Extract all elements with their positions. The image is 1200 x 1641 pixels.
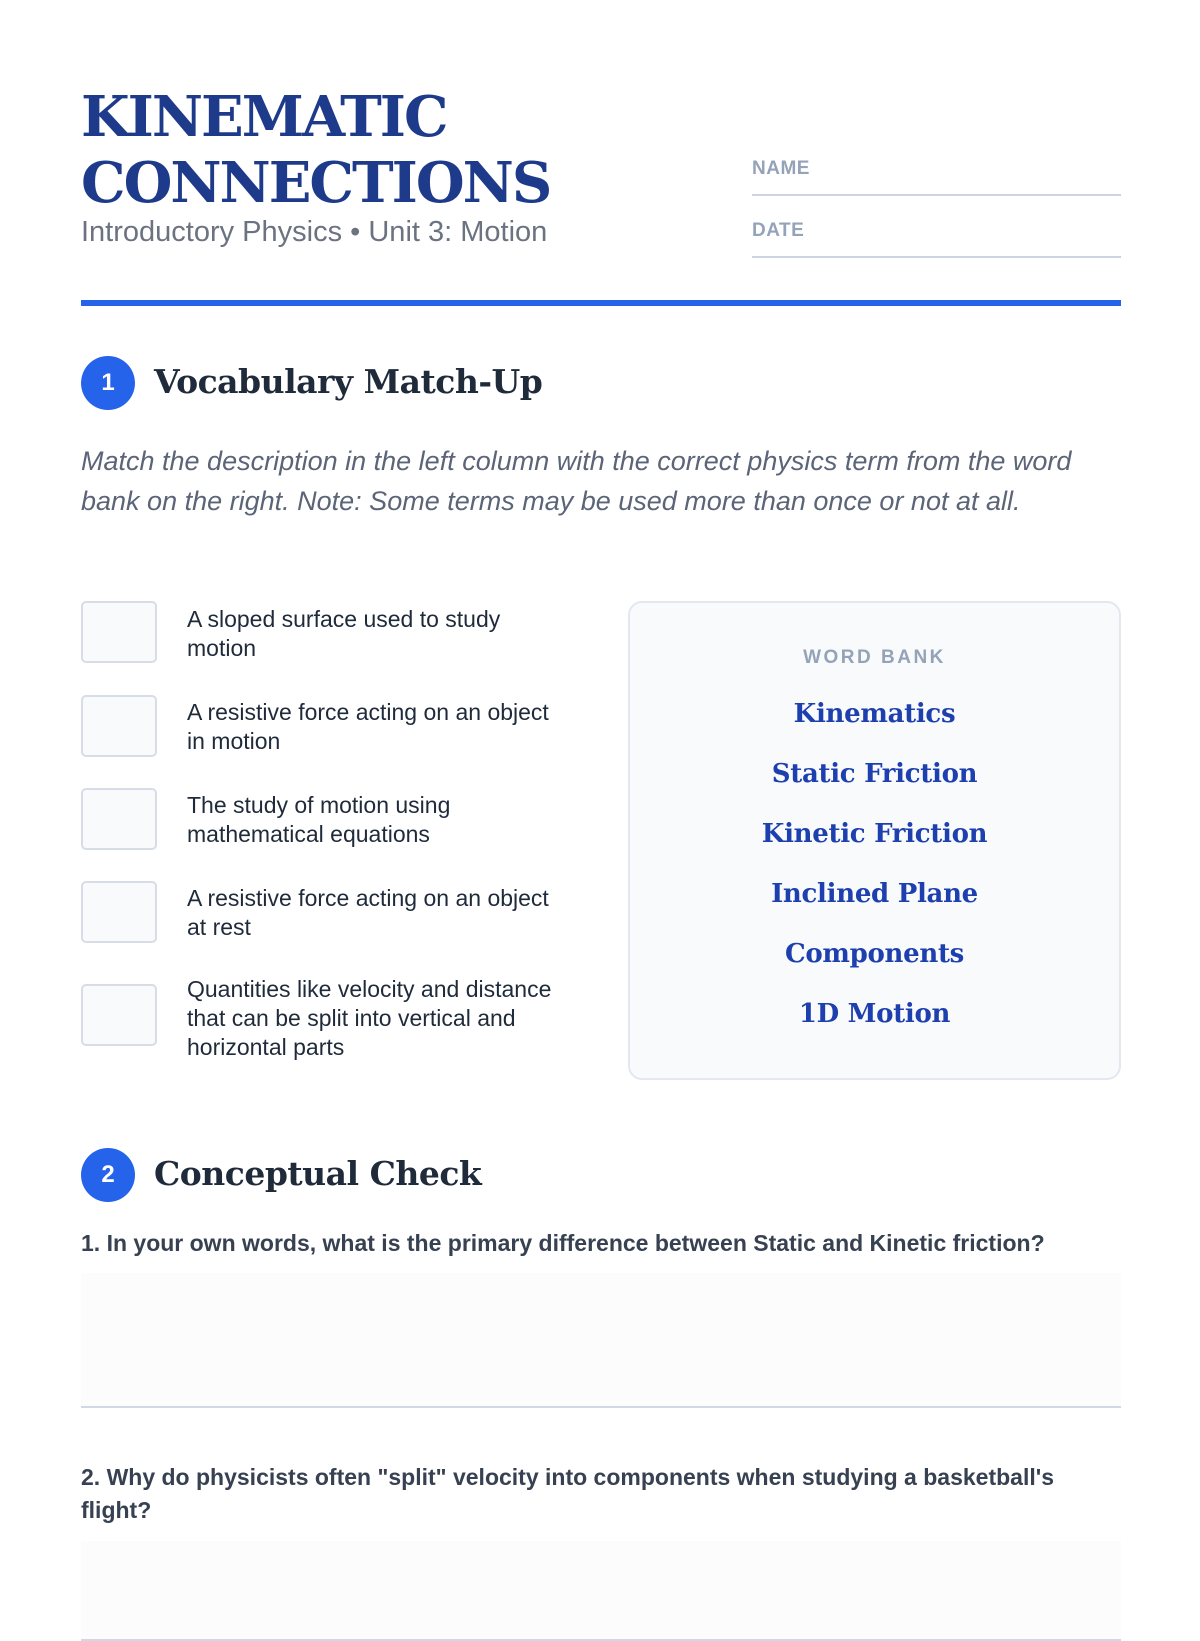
section-2-heading — [81, 1148, 1121, 1202]
match-description: Quantities like velocity and distance that can be split into vertical and horizontal parts — [187, 976, 552, 1060]
question-1-answer-area[interactable] — [81, 1273, 1121, 1408]
date-field[interactable] — [752, 217, 1121, 258]
name-field[interactable] — [752, 155, 1121, 196]
match-answer-box[interactable] — [81, 788, 157, 850]
question-1: 1. In your own words, what is the primary difference between Static and Kinetic friction? — [81, 1230, 1045, 1256]
match-description: The study of motion using mathematical equations — [187, 792, 451, 847]
word-bank-term: Static Friction — [771, 759, 978, 789]
section-1-instructions: Match the description in the left column with the correct physics term from the word bank on the right. Note: Some terms may be used more than once or not at all. — [81, 446, 1072, 516]
word-bank-term: Components — [784, 939, 965, 969]
worksheet-header — [81, 84, 1121, 304]
worksheet-title — [81, 84, 701, 216]
name-label: NAME — [752, 158, 810, 179]
match-description: A resistive force acting on an object at rest — [187, 885, 549, 940]
header-divider — [81, 300, 1121, 306]
match-answer-box[interactable] — [81, 695, 157, 757]
section-1-number-badge: 1 — [81, 356, 135, 410]
word-bank-term: Kinematics — [793, 699, 956, 729]
word-bank-term: 1D Motion — [798, 999, 951, 1029]
section-2-number-badge: 2 — [81, 1148, 135, 1202]
word-bank-panel — [628, 601, 1121, 1080]
worksheet-subtitle: Introductory Physics • Unit 3: Motion — [81, 216, 548, 248]
match-answer-box[interactable] — [81, 881, 157, 943]
word-bank-term: Inclined Plane — [771, 879, 978, 909]
match-answer-box[interactable] — [81, 984, 157, 1046]
match-description: A sloped surface used to study motion — [187, 606, 501, 661]
section-1-title: Vocabulary Match-Up — [154, 362, 543, 401]
word-bank-title: WORD BANK — [803, 647, 946, 668]
question-2-answer-area[interactable] — [81, 1541, 1121, 1641]
question-2: 2. Why do physicists often "split" velocity into components when studying a basketball's flight? — [81, 1464, 1054, 1523]
section-2-title: Conceptual Check — [154, 1154, 482, 1193]
date-label: DATE — [752, 220, 805, 241]
title-line-1: KINEMATIC — [81, 84, 447, 150]
word-bank-term: Kinetic Friction — [761, 819, 988, 849]
match-description: A resistive force acting on an object in motion — [187, 699, 549, 754]
section-1-heading — [81, 356, 1121, 410]
title-line-2: CONNECTIONS — [81, 150, 551, 216]
match-answer-box[interactable] — [81, 601, 157, 663]
